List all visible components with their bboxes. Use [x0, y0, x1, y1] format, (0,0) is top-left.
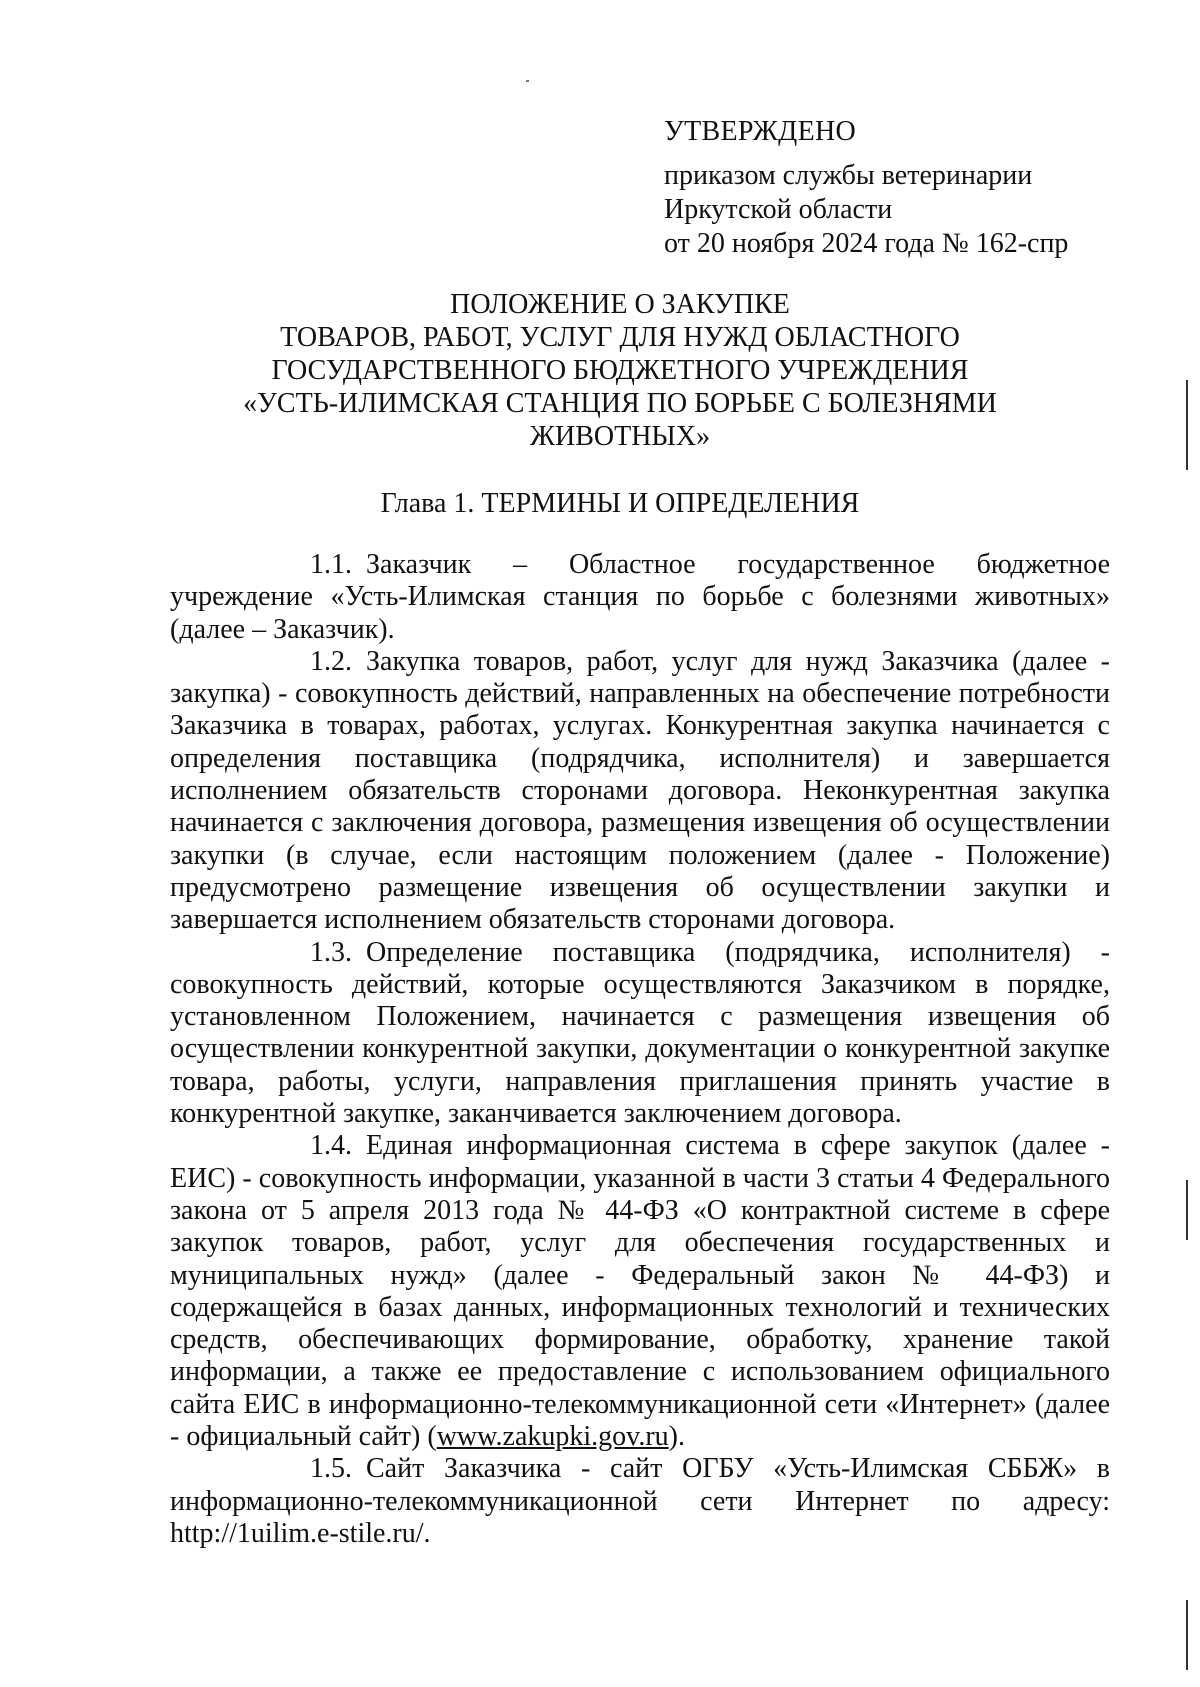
approval-line: Иркутской области: [664, 194, 893, 225]
paragraph-number: 1.3.: [310, 936, 352, 968]
paragraph-text: Определение поставщика (подрядчика, исполнителя) - совокупность действий, которые осуществляются Заказчиком в порядке, установленном Положением, начинается с размещения извещения об осуществлении конкурентной закупки, документации о конкурентной закупке товара, работы, услуги, направления приглашения принять участие в конкурентной закупке, заканчивается заключением договора.: [170, 936, 1110, 1130]
approval-block: [664, 115, 1084, 261]
approval-line: от 20 ноября 2024 года № 162-спр: [664, 228, 1069, 259]
scan-edge-mark: [1186, 1600, 1188, 1670]
paragraph-1-5: [170, 1453, 1110, 1550]
paragraph-number: 1.5.: [310, 1453, 352, 1485]
scan-edge-mark: [1186, 1180, 1188, 1240]
approval-line: приказом службы ветеринарии: [664, 160, 1033, 191]
paragraph-text: Заказчик – Областное государственное бюджетное учреждение «Усть-Илимская станция по борьбе с болезнями животных» (далее – Заказчик).: [170, 549, 1110, 645]
paragraph-text-end: ).: [668, 1421, 685, 1453]
approval-heading: УТВЕРЖДЕНО: [664, 116, 857, 147]
title-line: «УСТЬ-ИЛИМСКАЯ СТАНЦИЯ ПО БОРЬБЕ С БОЛЕЗНЯМИ: [243, 388, 997, 419]
paragraph-1-1: [170, 549, 1110, 646]
paragraph-text: Сайт Заказчика - сайт ОГБУ «Усть-Илимская СББЖ» в информационно-телекоммуникационной сети Интернет по адресу: http://1uilim.e-stile.ru/.: [170, 1453, 1110, 1549]
paragraph-number: 1.4.: [310, 1130, 352, 1162]
document-body: [170, 549, 1110, 1550]
scan-speck: [526, 80, 529, 82]
paragraph-text: Закупка товаров, работ, услуг для нужд Заказчика (далее - закупка) - совокупность действий, направленных на обеспечение потребности Заказчика в товарах, работах, услугах. Конкурентная закупка начинается с определения поставщика (подрядчика, исполнителя) и завершается исполнением обязательств сторонами договора. Неконкурентная закупка начинается с заключения договора, размещения извещения об осуществлении закупки (в случае, если настоящим положением (далее - Положение) предусмотрено размещение извещения об осуществлении закупки и завершается исполнением обязательств сторонами договора.: [170, 645, 1110, 936]
title-line: ТОВАРОВ, РАБОТ, УСЛУГ ДЛЯ НУЖД ОБЛАСТНОГО: [280, 322, 960, 353]
title-line: ЖИВОТНЫХ»: [529, 421, 711, 452]
title-line: ГОСУДАРСТВЕННОГО БЮДЖЕТНОГО УЧРЕЖДЕНИЯ: [271, 355, 969, 386]
zakupki-link[interactable]: www.zakupki.gov.ru: [436, 1421, 669, 1453]
title-line: ПОЛОЖЕНИЕ О ЗАКУПКЕ: [450, 289, 790, 320]
paragraph-text: Единая информационная система в сфере закупок (далее - ЕИС) - совокупность информации, указанной в части 3 статьи 4 Федерального закона от 5 апреля 2013 года № 44-ФЗ «О контрактной системе в сфере закупок товаров, работ, услуг для обеспечения государственных и муниципальных нужд» (далее - Федеральный закон № 44-ФЗ) и содержащейся в базах данных, информационных технологий и технических средств, обеспечивающих формирование, обработку, хранение такой информации, а также ее предоставление с использованием официального сайта ЕИС в информационно-телекоммуникационной сети «Интернет» (далее - официальный сайт) (: [170, 1130, 1110, 1453]
paragraph-1-3: [170, 937, 1110, 1131]
paragraph-number: 1.1.: [310, 549, 352, 580]
paragraph-number: 1.2.: [310, 645, 352, 677]
paragraph-1-4: [170, 1130, 1110, 1453]
scan-edge-mark: [1186, 380, 1188, 470]
chapter-heading: Глава 1. ТЕРМИНЫ И ОПРЕДЕЛЕНИЯ: [380, 488, 860, 519]
paragraph-1-2: [170, 646, 1110, 937]
document-title: [170, 288, 1070, 453]
